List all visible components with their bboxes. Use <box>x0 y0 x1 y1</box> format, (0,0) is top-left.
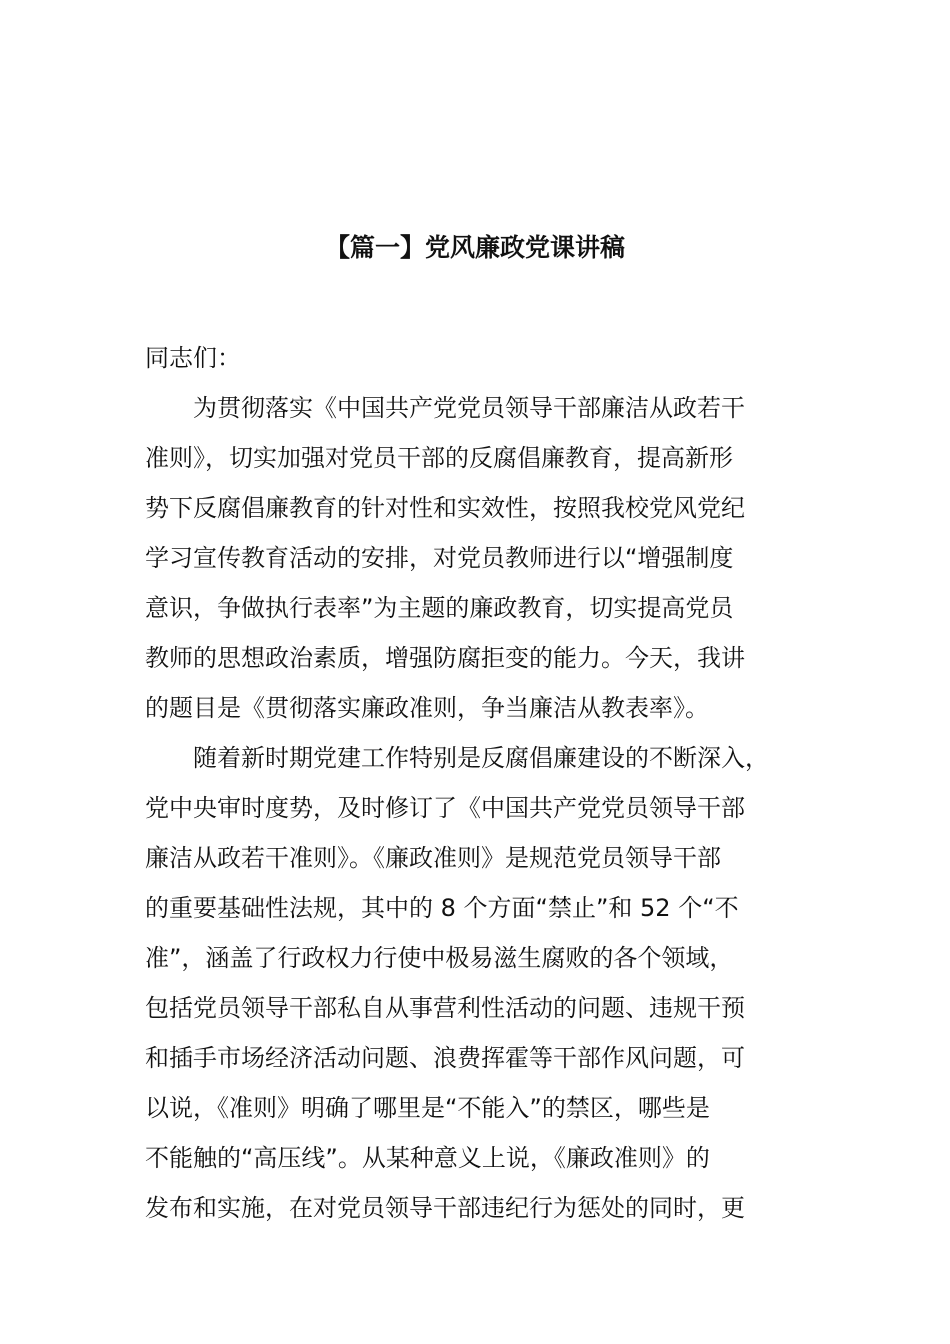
paragraph-1 <box>145 383 815 733</box>
paragraph-line: 学习宣传教育活动的安排，对党员教师进行以“增强制度 <box>145 544 734 572</box>
document-title: 【篇一】党风廉政党课讲稿 <box>324 233 625 262</box>
paragraph-line: 准”，涵盖了行政权力行使中极易滋生腐败的各个领域， <box>145 944 734 972</box>
salutation: 同志们： <box>145 344 241 372</box>
paragraph-line: 的题目是《贯彻落实廉政准则，争当廉洁从教表率》。 <box>145 694 709 722</box>
paragraph-line: 和插手市场经济活动问题、浪费挥霍等干部作风问题，可 <box>145 1044 745 1072</box>
paragraph-line: 随着新时期党建工作特别是反腐倡廉建设的不断深入， <box>193 744 769 772</box>
paragraph-line: 的重要基础性法规，其中的 8 个方面“禁止”和 52 个“不 <box>145 894 739 922</box>
paragraph-line: 为贯彻落实《中国共产党党员领导干部廉洁从政若干 <box>193 394 745 422</box>
paragraph-line: 不能触的“高压线”。从某种意义上说，《廉政准则》的 <box>145 1144 710 1172</box>
paragraph-2 <box>145 733 815 1233</box>
paragraph-line: 包括党员领导干部私自从事营利性活动的问题、违规干预 <box>145 994 745 1022</box>
document-body <box>145 333 815 1233</box>
paragraph-line: 发布和实施，在对党员领导干部违纪行为惩处的同时，更 <box>145 1194 745 1222</box>
paragraph-line: 以说，《准则》明确了哪里是“不能入”的禁区，哪些是 <box>145 1094 710 1122</box>
paragraph-line: 意识，争做执行表率”为主题的廉政教育，切实提高党员 <box>145 594 734 622</box>
paragraph-line: 党中央审时度势，及时修订了《中国共产党党员领导干部 <box>145 794 745 822</box>
paragraph-line: 教师的思想政治素质，增强防腐拒变的能力。今天，我讲 <box>145 644 745 672</box>
paragraph-line: 准则》，切实加强对党员干部的反腐倡廉教育，提高新形 <box>145 444 733 472</box>
paragraph-line: 势下反腐倡廉教育的针对性和实效性，按照我校党风党纪 <box>145 494 745 522</box>
paragraph-line: 廉洁从政若干准则》。《廉政准则》是规范党员领导干部 <box>145 844 721 872</box>
